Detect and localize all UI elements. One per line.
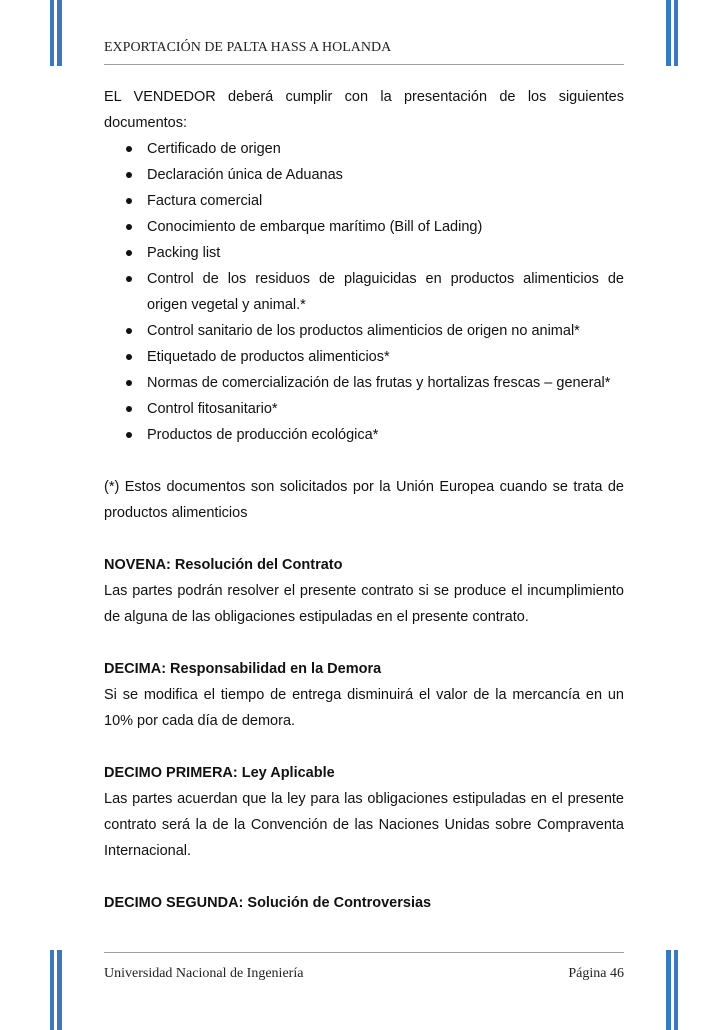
bullet-icon — [126, 380, 132, 386]
header-rule — [104, 64, 624, 65]
page-content — [104, 84, 624, 916]
bullet-icon — [126, 224, 132, 230]
bullet-icon — [126, 354, 132, 360]
section-body-decimo-primera: Las partes acuerdan que la ley para las obligaciones estipuladas en el presente contrato será la de la Convención de las Naciones Unidas sobre Compraventa Internacional. — [104, 791, 624, 859]
list-item: Conocimiento de embarque marítimo (Bill of Lading) — [104, 214, 624, 240]
section-heading-novena: NOVENA: Resolución del Contrato — [104, 557, 343, 573]
bullet-icon — [126, 432, 132, 438]
list-item: Control de los residuos de plaguicidas en productos alimenticios de origen vegetal y animal.* — [104, 266, 624, 318]
bullet-icon — [126, 406, 132, 412]
intro-paragraph: EL VENDEDOR deberá cumplir con la presentación de los siguientes documentos: — [104, 89, 624, 131]
list-item: Control fitosanitario* — [104, 396, 624, 422]
footer-institution: Universidad Nacional de Ingeniería — [104, 966, 304, 981]
top-left-border-gap — [54, 0, 57, 66]
list-item: Control sanitario de los productos alimenticios de origen no animal* — [104, 318, 624, 344]
footnote-paragraph: (*) Estos documentos son solicitados por la Unión Europea cuando se trata de productos alimenticios — [104, 479, 624, 521]
footer-rule — [104, 952, 624, 953]
list-item: Productos de producción ecológica* — [104, 422, 624, 448]
section-body-decima: Si se modifica el tiempo de entrega disminuirá el valor de la mercancía en un 10% por cada día de demora. — [104, 687, 624, 729]
bullet-icon — [126, 172, 132, 178]
list-item: Certificado de origen — [104, 136, 624, 162]
section-heading-decima: DECIMA: Responsabilidad en la Demora — [104, 661, 382, 677]
bullet-icon — [126, 198, 132, 204]
list-item: Normas de comercialización de las frutas y hortalizas frescas – general* — [104, 370, 624, 396]
section-body-novena: Las partes podrán resolver el presente contrato si se produce el incumplimiento de alguna de las obligaciones estipuladas en el presente contrato. — [104, 583, 624, 625]
page-number: Página 46 — [568, 966, 624, 981]
bullet-icon — [126, 276, 132, 282]
bottom-left-border-gap — [54, 950, 57, 1030]
section-heading-decimo-segunda: DECIMO SEGUNDA: Solución de Controversias — [104, 895, 432, 911]
top-right-border-gap — [671, 0, 674, 66]
bullet-icon — [126, 146, 132, 152]
list-item: Etiquetado de productos alimenticios* — [104, 344, 624, 370]
documents-list — [104, 136, 624, 448]
list-item: Factura comercial — [104, 188, 624, 214]
page-header-title: EXPORTACIÓN DE PALTA HASS A HOLANDA — [104, 40, 392, 55]
list-item: Packing list — [104, 240, 624, 266]
section-heading-decimo-primera: DECIMO PRIMERA: Ley Aplicable — [104, 765, 335, 781]
bottom-right-border-gap — [671, 950, 674, 1030]
list-item: Declaración única de Aduanas — [104, 162, 624, 188]
bullet-icon — [126, 250, 132, 256]
bullet-icon — [126, 328, 132, 334]
